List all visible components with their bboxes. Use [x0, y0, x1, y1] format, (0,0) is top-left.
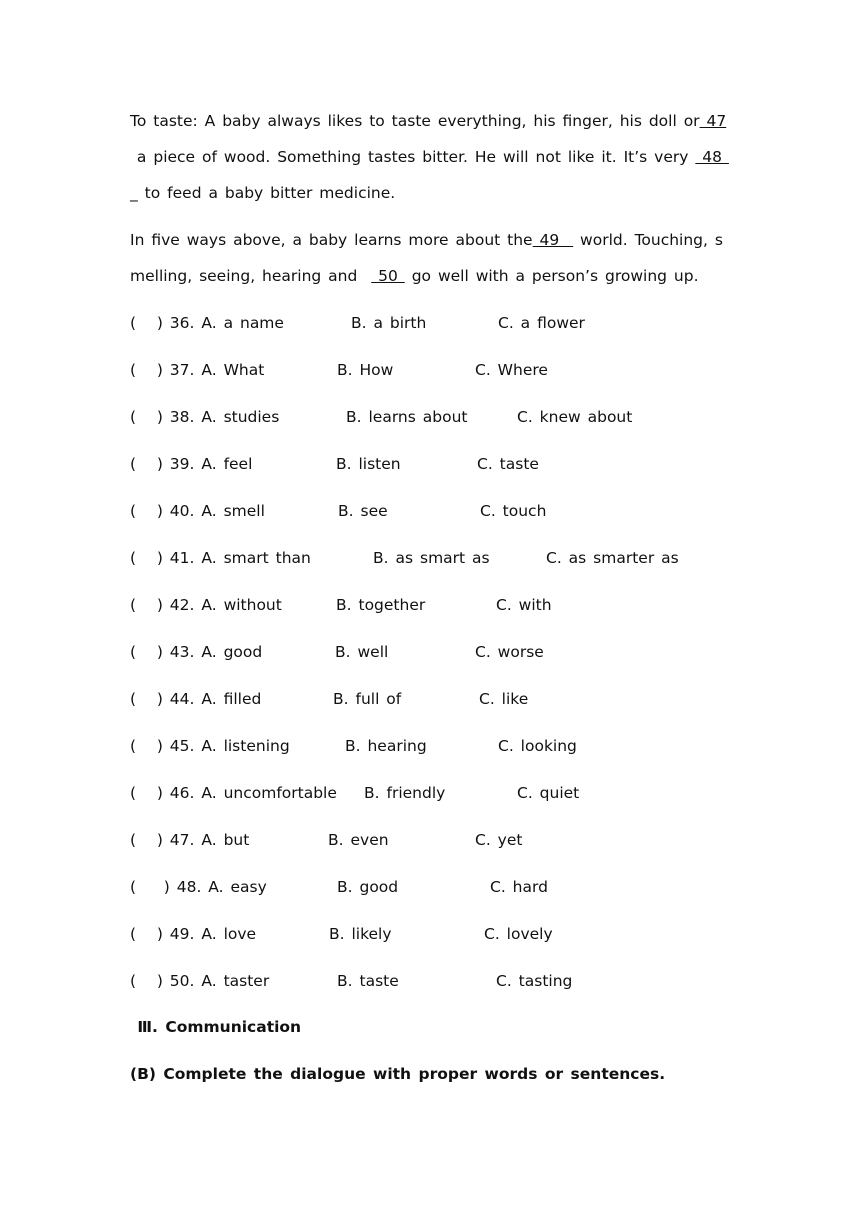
- question-47-stem: ( ) 47. A. but: [130, 831, 250, 849]
- passage-line: [130, 112, 726, 130]
- question-43-stem: ( ) 43. A. good: [130, 643, 263, 661]
- question-48-option-b: B. good: [337, 878, 399, 896]
- passage-text: To taste: A baby always likes to taste everything, his finger, his doll or: [130, 112, 700, 130]
- question-38-stem: ( ) 38. A. studies: [130, 408, 280, 426]
- question-36-option-c: C. a flower: [498, 314, 585, 332]
- passage-text: _ to feed a baby bitter medicine.: [130, 184, 396, 202]
- question-40-option-c: C. touch: [480, 502, 547, 520]
- question-36-option-b: B. a birth: [351, 314, 427, 332]
- question-48-option-c: C. hard: [490, 878, 548, 896]
- question-44-option-b: B. full of: [333, 690, 402, 708]
- question-46-option-b: B. friendly: [364, 784, 446, 802]
- blank-47: 47: [699, 112, 727, 130]
- question-47-option-b: B. even: [328, 831, 389, 849]
- question-39-option-c: C. taste: [477, 455, 539, 473]
- question-50-option-b: B. taste: [337, 972, 399, 990]
- question-43-option-b: B. well: [335, 643, 389, 661]
- question-42-stem: ( ) 42. A. without: [130, 596, 282, 614]
- blank-50: 50: [371, 267, 405, 285]
- passage-line: [130, 231, 723, 249]
- passage-text: In five ways above, a baby learns more about the: [130, 231, 533, 249]
- question-40-option-b: B. see: [338, 502, 388, 520]
- question-49-option-c: C. lovely: [484, 925, 553, 943]
- passage-line: [130, 184, 395, 202]
- question-37-option-b: B. How: [337, 361, 394, 379]
- passage-line: [130, 267, 699, 285]
- question-36-stem: ( ) 36. A. a name: [130, 314, 284, 332]
- question-39-stem: ( ) 39. A. feel: [130, 455, 253, 473]
- question-49-stem: ( ) 49. A. love: [130, 925, 257, 943]
- question-48-stem: ( ) 48. A. easy: [130, 878, 267, 896]
- question-41-option-b: B. as smart as: [373, 549, 490, 567]
- question-41-stem: ( ) 41. A. smart than: [130, 549, 311, 567]
- passage-text: melling, seeing, hearing and: [130, 267, 372, 285]
- section-subheading: (B) Complete the dialogue with proper words or sentences.: [130, 1065, 666, 1083]
- section-heading: Ⅲ. Communication: [130, 1018, 302, 1036]
- question-49-option-b: B. likely: [329, 925, 392, 943]
- question-43-option-c: C. worse: [475, 643, 544, 661]
- question-46-option-c: C. quiet: [517, 784, 580, 802]
- question-41-option-c: C. as smarter as: [546, 549, 679, 567]
- passage-text: go well with a person’s growing up.: [404, 267, 699, 285]
- question-50-stem: ( ) 50. A. taster: [130, 972, 270, 990]
- question-42-option-c: C. with: [496, 596, 552, 614]
- question-37-option-c: C. Where: [475, 361, 548, 379]
- question-40-stem: ( ) 40. A. smell: [130, 502, 265, 520]
- question-44-stem: ( ) 44. A. filled: [130, 690, 262, 708]
- passage-line: [130, 148, 729, 166]
- question-39-option-b: B. listen: [336, 455, 401, 473]
- question-38-option-b: B. learns about: [346, 408, 468, 426]
- passage-text: world. Touching, s: [573, 231, 723, 249]
- question-38-option-c: C. knew about: [517, 408, 633, 426]
- blank-48: 48: [695, 148, 729, 166]
- passage-text: a piece of wood. Something tastes bitter. He will not like it. It’s very: [130, 148, 696, 166]
- blank-49: 49: [532, 231, 574, 249]
- question-47-option-c: C. yet: [475, 831, 523, 849]
- question-44-option-c: C. like: [479, 690, 529, 708]
- question-45-option-c: C. looking: [498, 737, 577, 755]
- question-45-stem: ( ) 45. A. listening: [130, 737, 290, 755]
- question-37-stem: ( ) 37. A. What: [130, 361, 265, 379]
- question-42-option-b: B. together: [336, 596, 426, 614]
- question-45-option-b: B. hearing: [345, 737, 427, 755]
- question-46-stem: ( ) 46. A. uncomfortable: [130, 784, 337, 802]
- question-50-option-c: C. tasting: [496, 972, 573, 990]
